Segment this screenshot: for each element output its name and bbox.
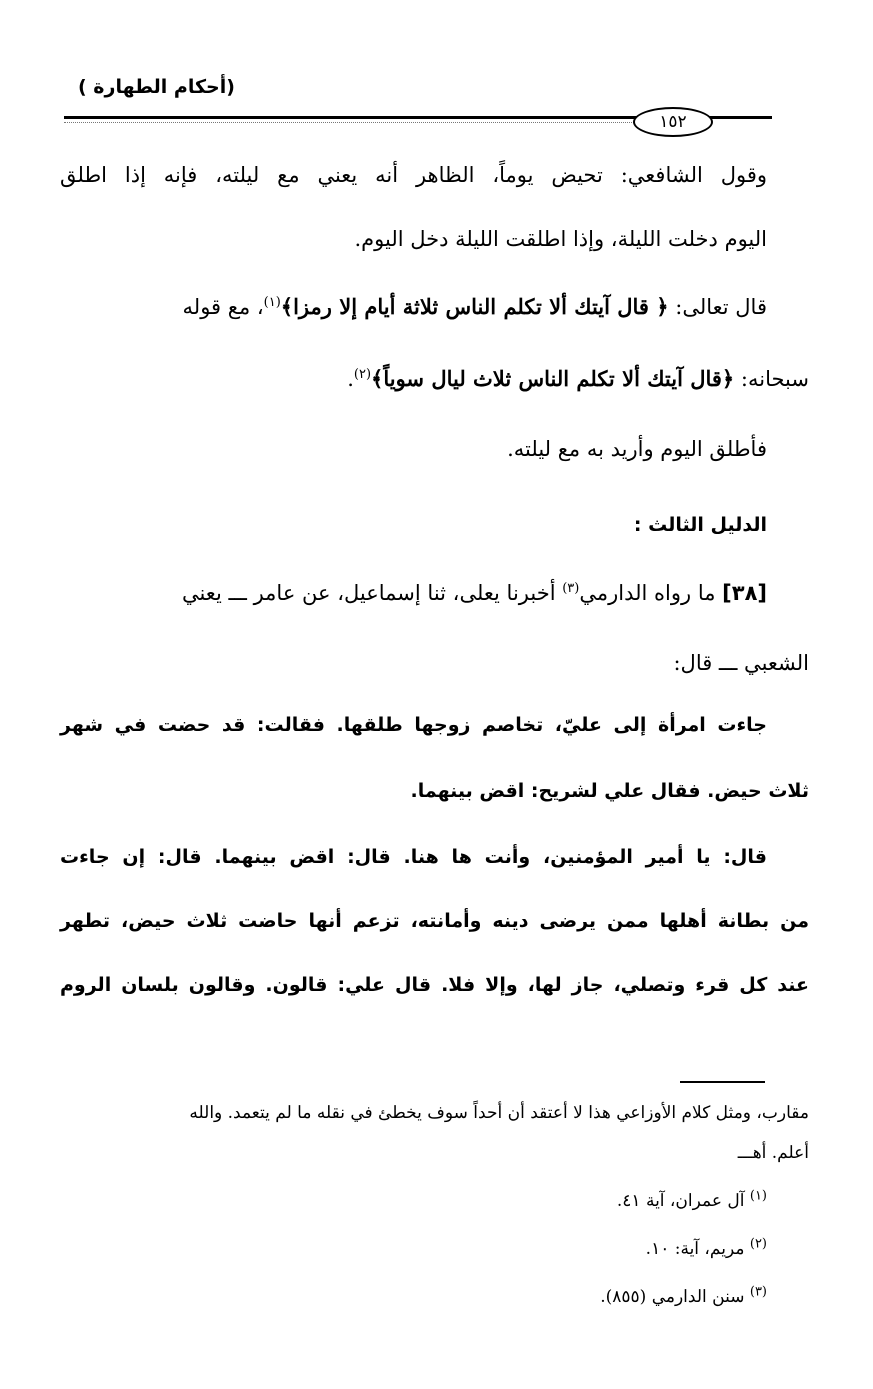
p2-period: .	[347, 367, 354, 391]
running-header-title: (أحكام الطهارة )	[78, 76, 235, 98]
footnote-1	[617, 1188, 767, 1214]
paragraph-4-line-1	[60, 578, 767, 608]
footnote-3	[600, 1284, 767, 1310]
footnote-2-mark: (٢)	[749, 1236, 767, 1252]
p2-intro: قال تعالى:	[668, 295, 767, 319]
footnote-2	[646, 1236, 767, 1262]
paragraph-1-line-1: وقول الشافعي: تحيض يوماً، الظاهر أنه يعني مع ليلته، فإنه إذا اطلق	[60, 163, 767, 187]
hadith-number: [٣٨]	[722, 581, 767, 605]
paragraph-3: فأطلق اليوم وأريد به مع ليلته.	[507, 437, 767, 461]
p4-text-a: ما رواه الدارمي	[579, 581, 723, 605]
footnote-continuation-line-2: أعلم. أهـــ	[737, 1143, 809, 1163]
footnote-separator	[680, 1081, 765, 1083]
page-number: ١٥٢	[633, 107, 713, 137]
paragraph-1-line-2: اليوم دخلت الليلة، وإذا اطلقت الليلة دخل اليوم.	[354, 227, 767, 251]
hadith-line-5: عند كل قرء وتصلي، جاز لها، وإلا فلا. قال علي: قالون. وقالون بلسان الروم	[60, 974, 809, 996]
p2-continuation: ، مع قوله	[182, 295, 264, 319]
footnote-ref-1: (١)	[263, 295, 281, 310]
footnote-ref-3: (٣)	[562, 581, 580, 596]
hadith-line-3: قال: يا أمير المؤمنين، وأنت ها هنا. قال: اقض بينهما. قال: إن جاءت	[60, 846, 767, 868]
hadith-line-2: ثلاث حيض. فقال علي لشريح: اقض بينهما.	[410, 780, 809, 802]
quran-verse-2: ﴿قال آيتك ألا تكلم الناس ثلاث ليال سوياً﴾	[371, 366, 735, 391]
header-dotted-rule	[64, 122, 634, 124]
footnote-3-text: سنن الدارمي (٨٥٥).	[600, 1287, 750, 1307]
footnote-continuation-line-1: مقارب، ومثل كلام الأوزاعي هذا لا أعتقد أن أحداً سوف يخطئ في نقله ما لم يتعمد. والله	[189, 1103, 809, 1123]
p4-text-b: أخبرنا يعلى، ثنا إسماعيل، عن عامر ـــ يعني	[181, 581, 563, 605]
paragraph-4-line-2: الشعبي ـــ قال:	[673, 651, 809, 675]
footnote-2-text: مريم، آية: ١٠.	[645, 1239, 750, 1259]
paragraph-2-line-2	[60, 364, 809, 394]
footnote-1-mark: (١)	[749, 1188, 767, 1204]
quran-verse-1: ﴿ قال آيتك ألا تكلم الناس ثلاثة أيام إلا رمزا﴾	[280, 294, 669, 319]
paragraph-2-line-1	[60, 292, 767, 322]
hadith-line-1: جاءت امرأة إلى عليّ، تخاصم زوجها طلقها. فقالت: قد حضت في شهر	[60, 714, 767, 736]
p2-intro-2: سبحانه:	[734, 367, 809, 391]
footnote-ref-2: (٢)	[353, 367, 372, 382]
footnote-3-mark: (٣)	[749, 1284, 767, 1300]
hadith-line-4: من بطانة أهلها ممن يرضى دينه وأمانته، تزعم أنها حاضت ثلاث حيض، تطهر	[60, 910, 809, 932]
section-heading: الدليل الثالث :	[633, 514, 767, 536]
footnote-1-text: آل عمران، آية ٤١.	[616, 1191, 750, 1211]
